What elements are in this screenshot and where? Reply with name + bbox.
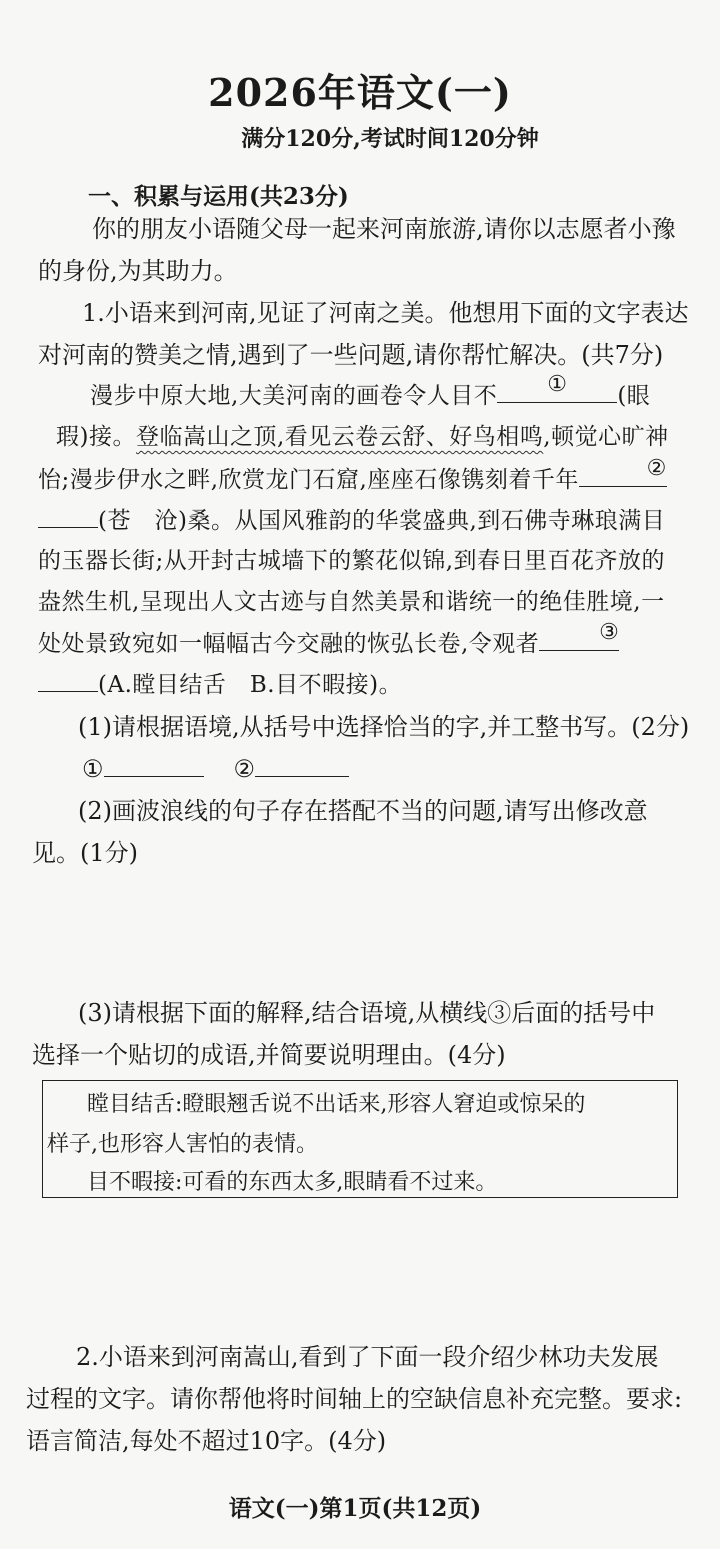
- answer-row-1: [82, 752, 349, 786]
- answer-mark-1: ①: [82, 755, 104, 783]
- passage-line-5: 的玉器长街;从开封古城墙下的繁花似锦,到春日里百花齐放的: [38, 548, 666, 574]
- passage-text: (眼: [617, 383, 651, 409]
- passage-text: ,顿觉心旷神: [543, 424, 669, 450]
- section-heading: 一、积累与运用(共23分): [88, 183, 349, 210]
- blank-2[interactable]: [579, 456, 667, 487]
- answer-blank-2[interactable]: [255, 752, 349, 777]
- passage-text: 漫步中原大地,大美河南的画卷令人目不: [90, 383, 498, 409]
- passage-text: 瑕)接。: [56, 424, 136, 450]
- passage-line-8: [38, 667, 402, 702]
- sub-question-1: (1)请根据语境,从括号中选择恰当的字,并工整书写。(2分): [78, 713, 690, 741]
- q2-stem-line-2: 过程的文字。请你帮他将时间轴上的空缺信息补充完整。要求:: [26, 1385, 683, 1413]
- passage-text: (A.瞠目结舌 B.目不暇接)。: [98, 672, 403, 698]
- passage-line-3: [38, 456, 667, 497]
- passage-line-6: 盎然生机,呈现出人文古迹与自然美景和谐统一的绝佳胜境,一: [38, 589, 665, 615]
- passage-text: (苍 沧)桑。从国风雅韵的华裳盛典,到石佛寺琳琅满目: [98, 508, 666, 534]
- definition-1-line-2: 样子,也形容人害怕的表情。: [47, 1132, 318, 1157]
- page-footer: 语文(一)第1页(共12页): [228, 1495, 482, 1522]
- blank-mark-2: ②: [646, 456, 667, 481]
- passage-text: 怡;漫步伊水之畔,欣赏龙门石窟,座座石像镌刻着千年: [38, 467, 579, 493]
- q1-stem-line-1: 1.小语来到河南,见证了河南之美。他想用下面的文字表达: [82, 299, 689, 327]
- wavy-sentence: 登临嵩山之顶,看见云卷云舒、好鸟相鸣: [135, 424, 544, 450]
- sub-question-3-line-1: (3)请根据下面的解释,结合语境,从横线③后面的括号中: [78, 999, 656, 1027]
- q2-stem-line-1: 2.小语来到河南嵩山,看到了下面一段介绍少林功夫发展: [76, 1343, 659, 1371]
- blank-3[interactable]: [539, 620, 620, 651]
- sub-question-3-line-2: 选择一个贴切的成语,并简要说明理由。(4分): [32, 1041, 506, 1069]
- blank-mark-3: ③: [599, 620, 620, 645]
- intro-line-1: 你的朋友小语随父母一起来河南旅游,请你以志愿者小豫: [92, 215, 676, 243]
- sub-question-2-line-2: 见。(1分): [32, 839, 138, 867]
- blank-3-continued[interactable]: [38, 667, 98, 692]
- exam-title: 2026年语文(一): [208, 70, 512, 115]
- sub-question-2-line-1: (2)画波浪线的句子存在搭配不当的问题,请写出修改意: [78, 797, 648, 825]
- blank-mark-1: ①: [547, 372, 568, 397]
- idiom-definition-box: [42, 1080, 678, 1198]
- definition-2: 目不暇接:可看的东西太多,眼睛看不过来。: [87, 1170, 498, 1195]
- intro-line-2: 的身份,为其助力。: [38, 257, 238, 285]
- q2-stem-line-3: 语言简洁,每处不超过10字。(4分): [26, 1427, 387, 1455]
- passage-line-7: [38, 620, 620, 661]
- answer-blank-1[interactable]: [104, 752, 204, 777]
- q1-stem-line-2: 对河南的赞美之情,遇到了一些问题,请你帮忙解决。(共7分): [38, 341, 664, 369]
- exam-subtitle: 满分120分,考试时间120分钟: [241, 126, 539, 152]
- passage-line-1: [90, 372, 651, 413]
- definition-1-line-1: 瞠目结舌:瞪眼翘舌说不出话来,形容人窘迫或惊呆的: [87, 1092, 586, 1117]
- blank-2-continued[interactable]: [38, 503, 98, 528]
- passage-text: 处处景致宛如一幅幅古今交融的恢弘长卷,令观者: [38, 631, 540, 657]
- passage-line-4: [38, 503, 665, 538]
- passage-line-2: [56, 420, 669, 454]
- answer-mark-2: ②: [233, 755, 256, 783]
- blank-1[interactable]: [497, 372, 617, 403]
